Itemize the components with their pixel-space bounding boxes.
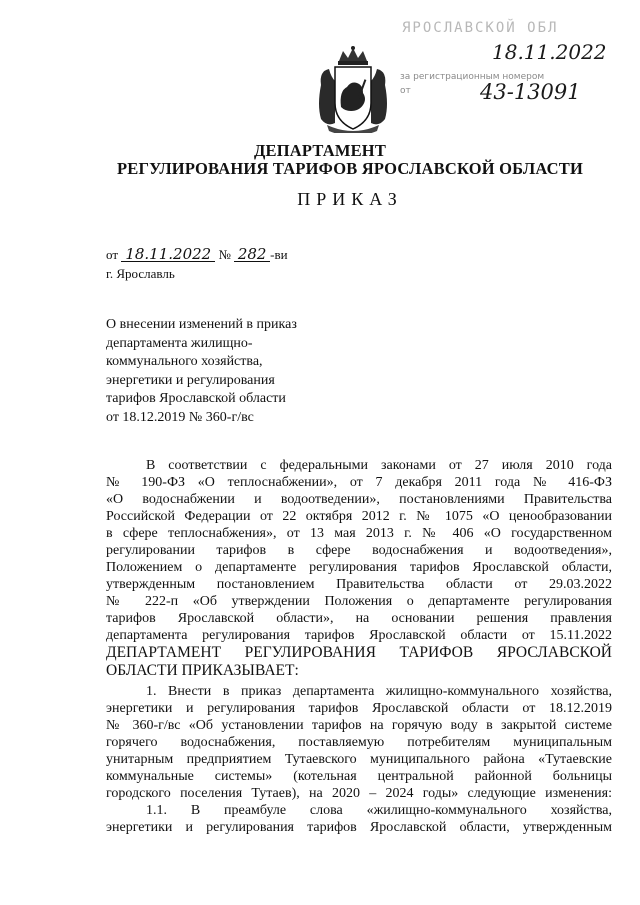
body-line-caps: ОБЛАСТИ ПРИКАЗЫВАЕТ:: [106, 662, 299, 679]
subject-line: энергетики и регулирования: [106, 372, 275, 388]
body-line: тарифов Ярославской области», на основании решения правления: [106, 611, 612, 626]
subject-line: от 18.12.2019 № 360-г/вс: [106, 409, 254, 425]
body-line: Положением о департаменте регулирования тарифов Ярославской области,: [106, 560, 612, 575]
body-line: 1.1. В преамбуле слова «жилищно-коммунального хозяйства,: [146, 803, 612, 818]
subject-line: коммунального хозяйства,: [106, 354, 263, 369]
body-line: 1. Внести в приказ департамента жилищно-коммунального хозяйства,: [146, 684, 612, 699]
body-line: унитарным предприятием Тутаевского муниципального района «Тутаевские: [106, 752, 612, 767]
body-line: энергетики и регулирования тарифов Ярославской области, утвержденным: [106, 820, 612, 835]
body-line: горячего водоснабжения, поставляемую потребителям муниципальным: [106, 735, 612, 750]
stamp-handwritten-number: 43-13091: [480, 80, 581, 104]
body-line-caps: ДЕПАРТАМЕНТ РЕГУЛИРОВАНИЯ ТАРИФОВ ЯРОСЛАВСКОЙ: [106, 644, 612, 661]
stamp-line-registration: за регистрационным номером: [400, 72, 545, 82]
body-line: Российской Федерации от 22 октября 2012 г. № 1075 «О ценообразовании: [106, 509, 612, 524]
coat-of-arms-emblem: [317, 45, 389, 133]
order-date-number-line: [106, 247, 288, 263]
body-line: департамента регулирования тарифов Ярославской области от 15.11.2022: [106, 628, 612, 643]
subject-line: О внесении изменений в приказ: [106, 317, 297, 332]
body-line: в сфере теплоснабжения», от 13 мая 2013 г. № 406 «О государственном: [106, 526, 612, 541]
body-line: № 360-г/вс «Об установлении тарифов на горячую воду в закрытой системе: [106, 718, 612, 733]
department-title-line1: ДЕПАРТАМЕНТ: [253, 141, 387, 160]
body-line: «О водоснабжении и водоотведении», постановлениями Правительства: [106, 492, 612, 507]
stamp-handwritten-date: 18.11.2022: [492, 40, 607, 64]
stamp-faded-text: ЯРОСЛАВСКОЙ ОБЛ: [402, 20, 559, 36]
city-label: г. Ярославль: [106, 266, 175, 281]
stamp-line-from: от: [400, 86, 411, 96]
body-line: коммунальные системы» (котельная центральной районной больницы: [106, 769, 612, 784]
body-line: № 222-п «Об утверждении Положения о департаменте регулирования: [106, 594, 612, 609]
number-sign: №: [218, 247, 231, 262]
body-line: регулировании тарифов в сфере водоснабжения и водоотведения»,: [106, 543, 612, 558]
order-subject: [106, 316, 346, 427]
body-line: № 190-ФЗ «О теплоснабжении», от 7 декабря 2011 года № 416-ФЗ: [106, 475, 612, 490]
body-line: городского поселения Тутаев), на 2020 – 2024 годы» следующие изменения:: [106, 786, 612, 801]
order-number-handwritten: 282: [234, 247, 270, 262]
body-line: энергетики и регулирования тарифов Ярославской области от 18.12.2019: [106, 701, 612, 716]
subject-line: тарифов Ярославской области: [106, 391, 286, 406]
from-label: от: [106, 247, 119, 262]
order-number-suffix: -ви: [270, 247, 288, 262]
subject-line: департамента жилищно-: [106, 335, 253, 351]
order-title: ПРИКАЗ: [297, 189, 403, 209]
body-line: утвержденным постановлением Правительства области от 29.03.2022: [106, 577, 612, 592]
order-date-handwritten: 18.11.2022: [121, 247, 215, 262]
department-title-line2: РЕГУЛИРОВАНИЯ ТАРИФОВ ЯРОСЛАВСКОЙ ОБЛАСТИ: [117, 159, 583, 178]
body-line: В соответствии с федеральными законами от 27 июля 2010 года: [146, 458, 612, 473]
